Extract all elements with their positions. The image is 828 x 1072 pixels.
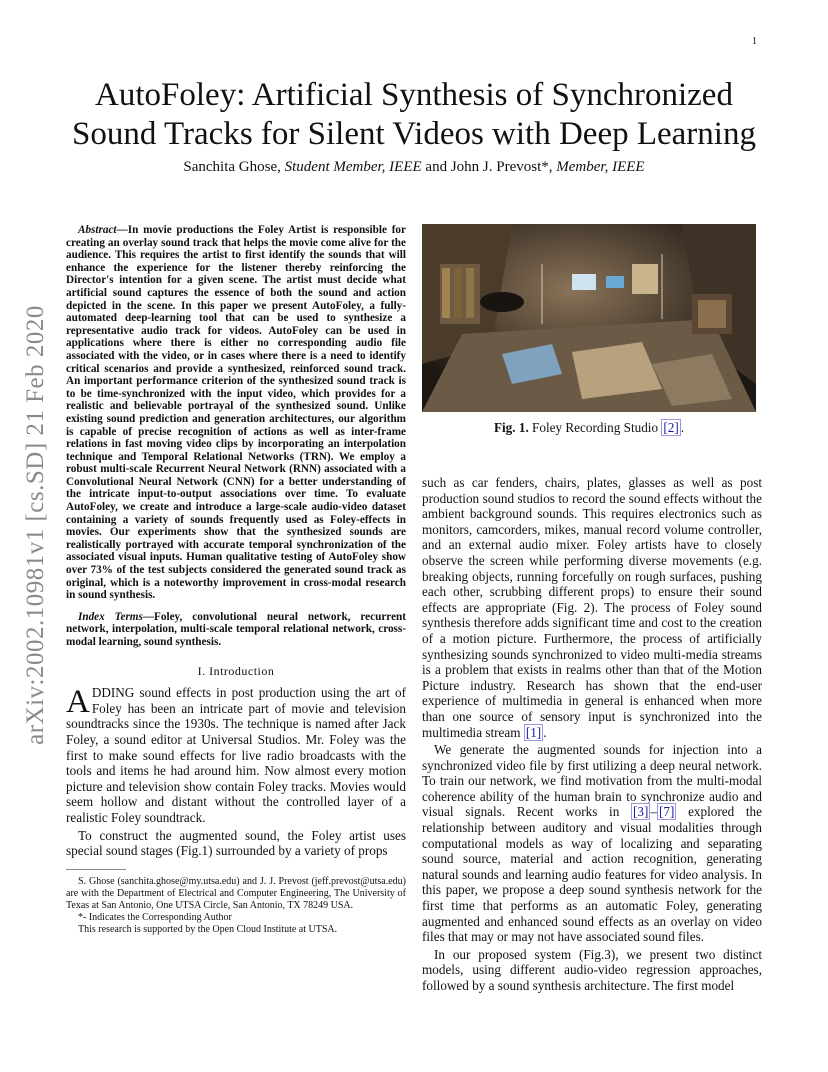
studio-photo-illustration bbox=[422, 224, 756, 412]
right-paragraph-2 bbox=[422, 742, 762, 945]
drop-cap: A bbox=[66, 684, 90, 721]
index-terms-text: —Foley, convolutional neural network, recurrent network, interpolation, multi-scale temporal relational network, cross-modal learning, sound synthesis. bbox=[66, 610, 406, 648]
left-column bbox=[66, 224, 406, 936]
right-p1-text: such as car fenders, chairs, plates, glasses as well as post production sound studios to record the sound effects without the ambient background sounds. This requires electronics such as monitors, camcorders, mikes, manual record volume controller, and an external audio mixer. Foley artists have to closely observe the screen while performing diverse movements (e.g. breaking objects, running forcefully on rough surfaces, pushing each other, scrubbing different props) to ensure their sound effects are appropriate (Fig. 2). The process of Foley sound synthesis therefore adds significant time and cost to the creation of a motion picture. Furthermore, the process of artificially synthesizing sounds synchronized to video multi-media streams is a problem that exists in realms other than that of the Motion Picture industry. Research has shown that the end-user experience of multimedia in general is enhanced when more than one source of sensory input is synchronized into the multimedia stream bbox=[422, 475, 762, 740]
author-conjunction: and bbox=[421, 159, 451, 175]
figure-caption-text: Foley Recording Studio bbox=[528, 420, 662, 435]
abstract-lead: Abstract bbox=[78, 224, 117, 236]
author-2-role: Member, IEEE bbox=[556, 159, 645, 175]
section-heading-introduction: I. Introduction bbox=[197, 663, 275, 678]
intro-paragraph-2: To construct the augmented sound, the Foley artist uses special sound stages (Fig.1) surrounded by a variety of props bbox=[66, 827, 406, 859]
author-line bbox=[60, 159, 768, 176]
right-p2-text-a: We generate the augmented sounds for injection into a synchronized video file by first utilizing a deep neural network. To train our network, we find motivation from the multi-modal coherence ability of the human brain to synchronize audio and visual signals. Recent works in bbox=[422, 742, 762, 820]
abstract bbox=[66, 224, 406, 602]
right-paragraph-1 bbox=[422, 475, 762, 740]
citation-range-dash: – bbox=[650, 804, 657, 820]
page-number: 1 bbox=[752, 36, 757, 47]
figure-1-caption bbox=[422, 420, 756, 436]
author-1-role: Student Member, IEEE bbox=[284, 159, 422, 175]
footnote-rule bbox=[66, 869, 126, 870]
intro-p1-text: DDING sound effects in post production using the art of Foley has been an intricate part of movie and television soundtracks since the 1930s. The technique is named after Jack Foley, a sound editor at Universal Studios. Mr. Foley was the first to make sound effects for live radio broadcasts with the tools and items he had around him. Now almost every motion picture and television show contain Foley tracks. Movies would seem hollow and distant without the controlled layer of a realistic Foley soundtrack. bbox=[66, 685, 406, 825]
paper-title: AutoFoley: Artificial Synthesis of Synchronized Sound Tracks for Silent Videos with Deep Learning bbox=[72, 77, 756, 152]
right-p1-end: . bbox=[543, 724, 547, 740]
figure-foley-studio-photo bbox=[422, 224, 756, 412]
citation-link[interactable]: [1] bbox=[525, 724, 542, 740]
citation-link[interactable]: [2] bbox=[663, 420, 679, 435]
abstract-text: —In movie productions the Foley Artist is responsible for creating an overlay sound track that helps the movie come alive for the audience. This requires the artist to first identify the sounds that will enhance the experience for the listener thereby reinforcing the Director's intention for a given scene. The artist must decide what artificial sound captures the essence of both the sound and action depicted in the scene. In this paper we present AutoFoley, a fully-automated deep-learning tool that can be used to synthesize a representative audio track for videos. AutoFoley can be used in applications where there is either no corresponding audio file associated with the video, or in cases where there is a need to identify critical scenarios and provide a synthesized, reinforced sound track. An important performance criterion of the synthesized sound track is to be time-synchronized with the input video, which provides for a realistic and believable portrayal of the synthesized sound. Unlike existing sound prediction and generation architectures, our algorithm is capable of precise recognition of actions as well as inter-frame relations in fast moving video clips by incorporating an interpolation technique and Temporal Relational Networks (TRN). We employ a robust multi-scale Recurrent Neural Network (RNN) associated with a Convolutional Neural Network (CNN) for a better understanding of the intricate input-to-output associations over time. To evaluate AutoFoley, we create and introduce a large-scale audio-video dataset containing a variety of sounds frequently used as Foley-effects in movies. Our experiments show that the synthesized sounds are realistically portrayed with accurate temporal synchronization of the associated visual inputs. Human qualitative testing of AutoFoley show over 73% of the test subjects considered the generated sound track as original, which is a noteworthy improvement in cross-modal research in sound synthesis. bbox=[66, 224, 406, 602]
right-column bbox=[422, 475, 762, 994]
footnote-corresponding: *- Indicates the Corresponding Author bbox=[78, 911, 232, 923]
arxiv-stamp: arXiv:2002.10981v1 [cs.SD] 21 Feb 2020 bbox=[22, 305, 49, 745]
footnote-funding: This research is supported by the Open Cloud Institute at UTSA. bbox=[78, 923, 338, 935]
citation-link[interactable]: [3] bbox=[633, 804, 649, 820]
intro-paragraph-1 bbox=[66, 685, 406, 825]
citation-link[interactable]: [7] bbox=[658, 804, 675, 820]
figure-caption-end: . bbox=[680, 420, 685, 435]
author-1-name: Sanchita Ghose, bbox=[183, 159, 285, 175]
author-2-name: John J. Prevost*, bbox=[450, 159, 557, 175]
right-paragraph-3: In our proposed system (Fig.3), we present two distinct models, using different audio-video regression approaches, followed by a sound synthesis architecture. The first model bbox=[422, 946, 762, 993]
index-terms-lead: Index Terms bbox=[78, 610, 143, 623]
index-terms bbox=[66, 611, 406, 649]
right-p2-text-b: explored the relationship between auditory and visual modalities through computational models as way of localizing and separating sound source, material and action recognition, generating natural sounds and learning audio features for video analysis. In this paper, we propose a deep sound synthesis network for the first time that performs as an automatic Foley, generating augmented and enhanced sound effects as an overlay on video files that may or may not have associated sound files. bbox=[422, 804, 763, 945]
footnote-affiliation: S. Ghose (sanchita.ghose@my.utsa.edu) and J. J. Prevost (jeff.prevost@utsa.edu) are with the Department of Electrical and Computer Engineering, The University of Texas at San Antonio, One UTSA Circle, San Antonio, TX 78249 USA. bbox=[66, 875, 406, 911]
figure-label: Fig. 1. bbox=[493, 420, 529, 435]
footnotes bbox=[66, 876, 406, 936]
